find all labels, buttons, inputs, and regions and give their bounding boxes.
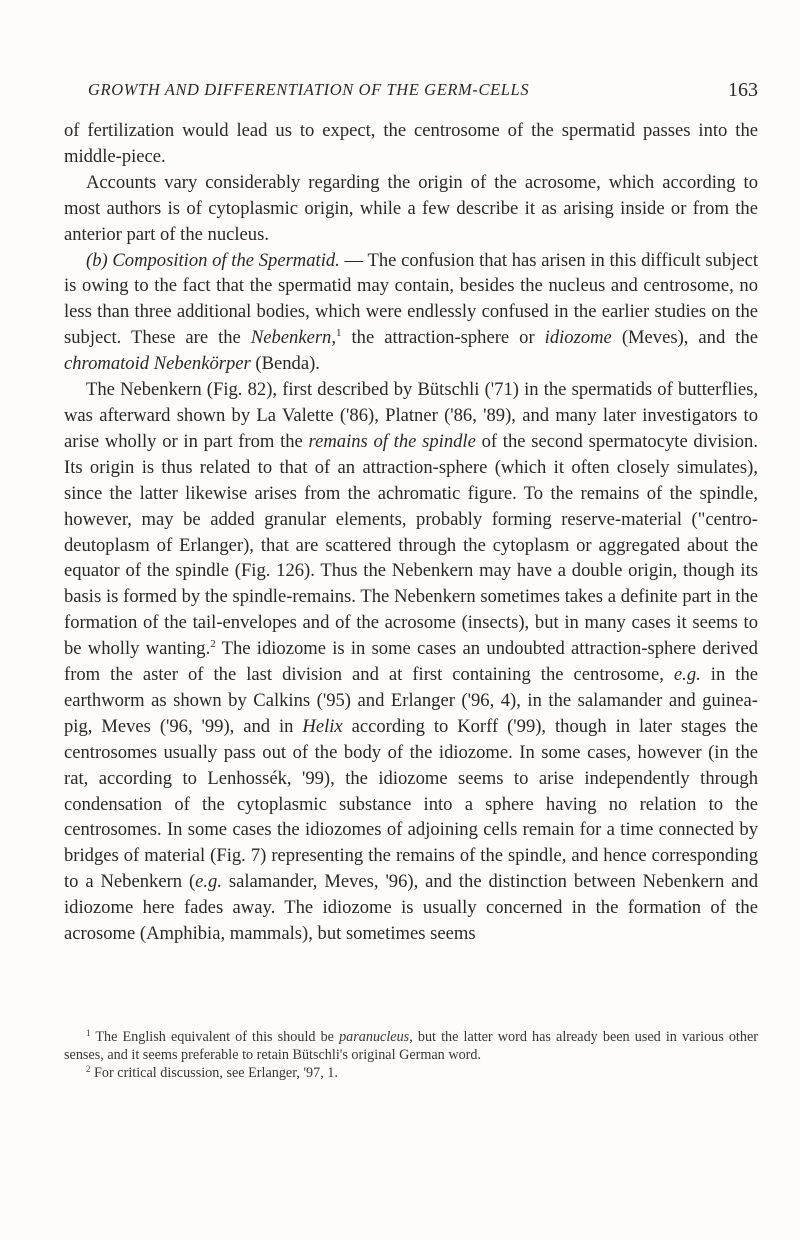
running-head — [88, 80, 758, 110]
paragraph-nebenkern: The Nebenkern (Fig. 82), first described by Bütschli ('71) in the spermatids of butterflies, was afterward shown by La Valette ('86), Platner ('86, '89), and many later investigators to arise wholly or in part from the remains of the spindle of the second spermatocyte division. Its origin is thus related to that of an attraction-sphere (which it often closely simulates), since the latter likewise arises from the achromatic figure. To the remains of the spindle, however, may be added granular elements, probably forming reserve-material ("centro-deutoplasm of Erlanger), that are scattered through the cytoplasm or aggregated about the equator of the spindle (Fig. 126). Thus the Nebenkern may have a double origin, though its basis is formed by the spindle-remains. The Nebenkern sometimes takes a definite part in the formation of the tail-envelopes and of the acrosome (insects), but in many cases it seems to be wholly wanting.$^2$ The idiozome is in some cases an undoubted attraction-sphere derived from the aster of the last division and at first containing the centrosome, e.g. in the earthworm as shown by Calkins ('95) and Erlanger ('96, 4), in the salamander and guinea-pig, Meves ('96, '99), and in Helix according to Korff ('99), though in later stages the centrosomes usually pass out of the body of the idiozome. In some cases, however (in the rat, according to Lenhossék, '99), the idiozome seems to arise independently through condensation of the cytoplasmic substance into a sphere having no relation to the centrosomes. In some cases the idiozomes of adjoining cells remain for a time connected by bridges of material (Fig. 7) representing the remains of the spindle, and hence corresponding to a Nebenkern (e.g. salamander, Meves, '96), and the distinction between Nebenkern and idiozome here fades away. The idiozome is usually concerned in the formation of the acrosome (Amphibia, mammals), but sometimes seems — [64, 379, 758, 945]
term-chromatoid: chromatoid Nebenkörper — [64, 353, 251, 375]
paragraph: Accounts vary considerably regarding the origin of the acrosome, which according to most authors is of cytoplasmic origin, while a few describe it as arising inside or from the anterior part of the nucleus. — [64, 171, 758, 245]
paragraph: of fertilization would lead us to expect, the centrosome of the spermatid passes into the middle-piece. — [64, 120, 758, 167]
term-eg: e.g. — [673, 664, 701, 686]
term-remains-of-spindle: remains of the spindle — [308, 430, 476, 452]
term-eg: e.g. — [195, 871, 222, 893]
footnotes — [64, 1028, 758, 1082]
footnote-mark: 2 — [86, 1064, 91, 1074]
term-paranucleus: paranucleus — [339, 1029, 410, 1045]
body-text — [64, 118, 758, 947]
term-helix: Helix — [302, 715, 343, 737]
footnote-ref-2[interactable]: 2 — [210, 638, 216, 651]
running-title: GROWTH AND DIFFERENTIATION OF THE GERM-CELLS — [88, 80, 530, 99]
section-lead: (b) Composition of the Spermatid. — [86, 249, 340, 271]
paragraph-composition-of-spermatid: (b) Composition of the Spermatid. — The confusion that has arisen in this difficult subject is owing to the fact that the spermatid may contain, besides the nucleus and centrosome, no less than three additional bodies, which were endlessly confused in the earlier studies on the subject. These are the Nebenkern,$^1$ the attraction-sphere or idiozome (Meves), and the chromatoid Nebenkörper (Benda). — [64, 249, 758, 375]
footnote-ref-1[interactable]: 1 — [336, 327, 342, 340]
footnote-1: $^1$ The English equivalent of this should be paranucleus, but the latter word has already been used in various other senses, and it seems preferable to retain Bütschli's original German word. — [64, 1028, 758, 1063]
page-number: 163 — [728, 79, 758, 101]
footnote-2: $^2$ For critical discussion, see Erlanger, '97, 1. — [86, 1064, 338, 1081]
footnote-mark: 1 — [86, 1028, 91, 1038]
term-idiozome: idiozome — [544, 327, 612, 349]
term-nebenkern: Nebenkern, — [250, 327, 337, 349]
